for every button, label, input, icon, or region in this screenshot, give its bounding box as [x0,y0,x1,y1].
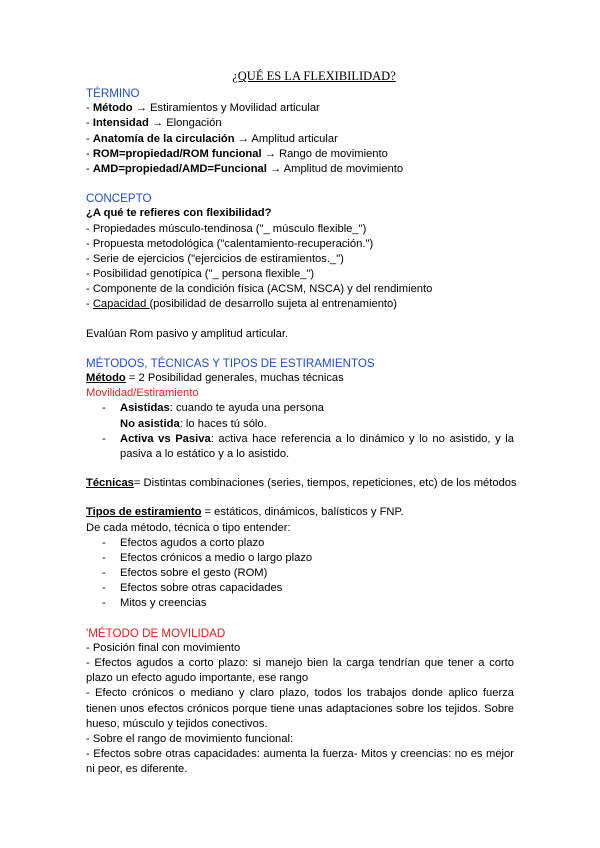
concepto-item: - Propuesta metodológica ("calentamiento-recuperación.") [86,237,374,250]
tecnicas-definition: Técnicas= Distintas combinaciones (series, tiempos, repeticiones, etc) de los métodos [86,477,517,490]
termino-item: - ROM=propiedad/ROM funcional → Rango de movimiento [86,147,388,160]
movilidad-item: - Efectos agudos a corto plazo: si manejo bien la carga tendrían que tener a corto plazo un efecto agudo importante, ese rango [86,657,514,685]
list-item: - Efectos crónicos a medio o largo plazo [102,551,313,564]
termino-item: - Intensidad → Elongación [86,117,222,130]
movilidad-subheading: Movilidad/Estiramiento [86,387,199,400]
efectos-list [86,536,514,612]
section-heading-concepto: CONCEPTO [86,192,152,206]
concepto-item: - Posibilidad genotípica ("_ persona flexible_") [86,268,315,281]
list-item: - Mitos y creencias [102,597,207,610]
movilidad-item: - Efectos sobre otras capacidades: aumenta la fuerza- Mitos y creencias: no es mejor ni peor, es diferente. [86,748,514,776]
section-heading-termino: TÉRMINO [86,87,140,100]
termino-item: - AMD=propiedad/AMD=Funcional → Amplitud de movimiento [86,162,404,175]
termino-item: - Método → Estiramientos y Movilidad articular [86,102,320,115]
document-content [86,69,517,778]
movilidad-item: - Efecto crónicos o mediano y claro plazo, todos los trabajos donde aplico fuerza tienen unos efectos crónicos porque tiene unas adaptaciones sobre los tejidos. Sobre hueso, músculo y tejidos conectivos. [86,687,514,730]
concepto-item: - Serie de ejercicios ("ejercicios de estiramientos._") [86,252,344,265]
asistencia-list [86,401,514,462]
page-title: ¿QUÉ ES LA FLEXIBILIDAD? [232,69,396,83]
section-heading-movilidad: 'MÉTODO DE MOVILIDAD [86,626,226,640]
entender-text: De cada método, técnica o tipo entender: [86,521,291,534]
list-item: - Efectos agudos a corto plazo [102,536,265,549]
concepto-item: - Propiedades músculo-tendinosa ("_ músculo flexible_") [86,222,367,235]
list-item-activa-pasiva: - Activa vs Pasiva: activa hace referencia a lo dinámico y lo no asistido, y la pasiva a lo estático y a lo asistido. [102,432,514,460]
tipos-definition: Tipos de estiramiento = estáticos, dinámicos, balísticos y FNP. [86,506,404,519]
metodo-definition: Método = 2 Posibilidad generales, muchas técnicas [86,372,344,384]
concepto-question: ¿A qué te refieres con flexibilidad? [86,207,272,220]
list-item-no-asistida: No asistida: lo haces tú sólo. [120,417,267,430]
concepto-item: - Componente de la condición física (ACSM, NSCA) y del rendimiento [86,283,433,296]
evaluan-text: Evalúan Rom pasivo y amplitud articular. [86,327,289,340]
list-item: - Efectos sobre otras capacidades [102,582,283,595]
list-item: - Efectos sobre el gesto (ROM) [102,567,268,580]
movilidad-item: - Sobre el rango de movimiento funcional: [86,733,294,746]
list-item-asistidas: - Asistidas: cuando te ayuda una persona [102,402,325,415]
movilidad-item: - Posición final con movimiento [86,641,241,654]
termino-item: - Anatomía de la circulación → Amplitud articular [86,132,338,145]
section-heading-metodos: MÉTODOS, TÉCNICAS Y TIPOS DE ESTIRAMIENTOS [86,356,375,370]
concepto-item-capacidad: - Capacidad (posibilidad de desarrollo sujeta al entrenamiento) [86,298,397,311]
